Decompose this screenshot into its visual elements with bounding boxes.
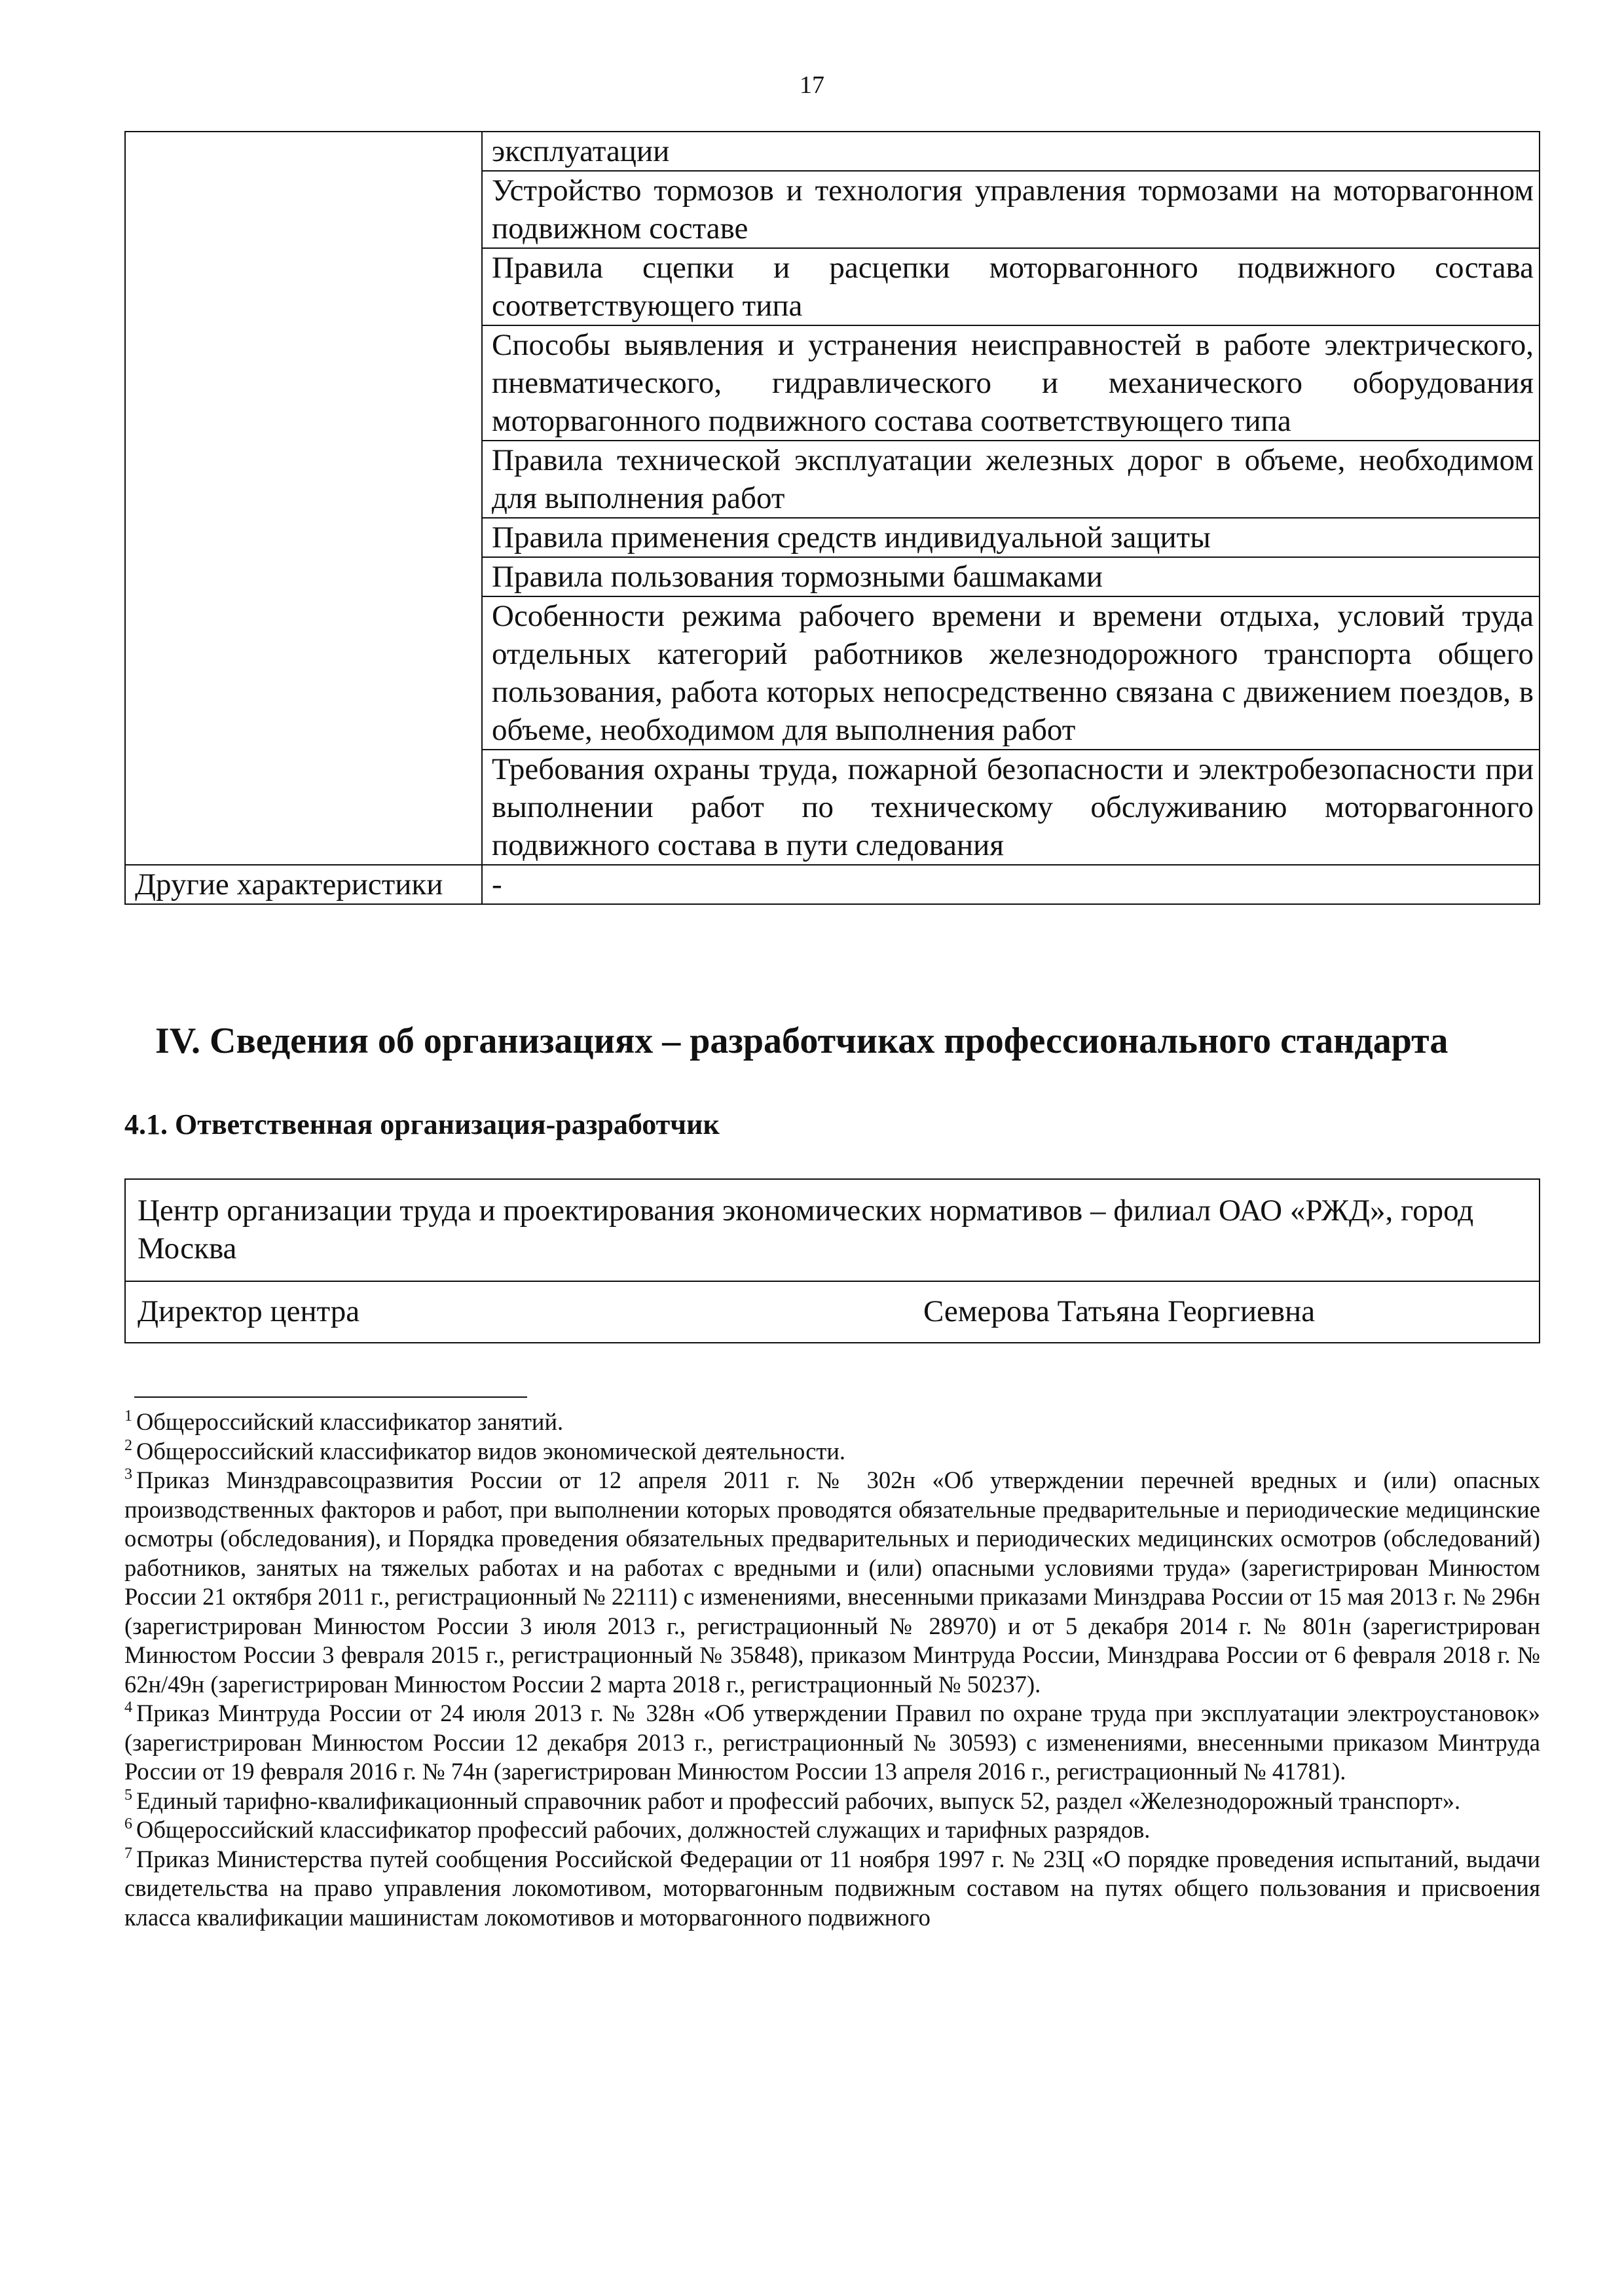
requirement-cell: Устройство тормозов и технология управления тормозами на моторвагонном подвижном составе	[482, 171, 1540, 248]
organization-name: Центр организации труда и проектирования экономических нормативов – филиал ОАО «РЖД», город Москва	[138, 1194, 1474, 1266]
footnote-text: Приказ Минздравсоцразвития России от 12 апреля 2011 г. № 302н «Об утверждении перечней вредных и (или) опасных производственных факторов и работ, при выполнении которых проводятся обязательные предварительные и периодические медицинские осмотры (обследования), и Порядка проведения обязательных предварительных и периодических медицинских осмотров (обследований) работников, занятых на тяжелых работах и на работах с вредными и (или) опасными условиями труда» (зарегистрирован Минюстом России 21 октября 2011 г., регистрационный № 22111) с изменениями, внесенными приказами Минздрава России от 15 мая 2013 г. № 296н (зарегистрирован Минюстом России 3 июля 2013 г., регистрационный № 28970) и от 5 декабря 2014 г. № 801н (зарегистрирован Минюстом России 3 февраля 2015 г., регистрационный № 35848), приказом Минтруда России, Минздрава России от 6 февраля 2018 г. № 62н/49н (зарегистрирован Минюстом России 2 марта 2018 г., регистрационный № 50237).	[124, 1467, 1540, 1698]
footnote-number: 1	[124, 1408, 132, 1425]
footnote-number: 4	[124, 1699, 132, 1716]
other-characteristics-label: Другие характеристики	[125, 865, 482, 904]
footnote-text: Общероссийский классификатор занятий.	[136, 1408, 564, 1435]
footnote	[124, 1408, 1540, 1437]
director-name: Семерова Татьяна Георгиевна	[923, 1294, 1316, 1328]
footnote-text: Приказ Минтруда России от 24 июля 2013 г. № 328н «Об утверждении Правил по охране труда при эксплуатации электроустановок» (зарегистрирован Минюстом России 12 декабря 2013 г., регистрационный № 30593) с изменениями, внесенными приказом Минтруда России от 19 февраля 2016 г. № 74н (зарегистрирован Минюстом России 13 апреля 2016 г., регистрационный № 41781).	[124, 1700, 1540, 1785]
empty-label-cell	[125, 132, 482, 865]
other-characteristics-value: -	[482, 865, 1540, 904]
footnote-number: 3	[124, 1466, 132, 1483]
organization-box	[124, 1178, 1540, 1343]
divider	[126, 1281, 1539, 1282]
requirement-cell: Правила технической эксплуатации железных дорог в объеме, необходимом для выполнения работ	[482, 441, 1540, 518]
footnote	[124, 1466, 1540, 1699]
footnote-number: 2	[124, 1436, 132, 1454]
requirement-cell: Правила сцепки и расцепки моторвагонного подвижного состава соответствующего типа	[482, 248, 1540, 325]
table-row	[125, 132, 1540, 171]
footnote-number: 5	[124, 1786, 132, 1804]
requirement-cell: Правила пользования тормозными башмаками	[482, 557, 1540, 596]
table-row-other	[125, 865, 1540, 904]
footnote	[124, 1787, 1540, 1816]
knowledge-table	[124, 131, 1540, 905]
footnote-text: Общероссийский классификатор профессий рабочих, должностей служащих и тарифных разрядов.	[136, 1816, 1151, 1843]
section-title: IV. Сведения об организациях – разработчиках профессионального стандарта	[155, 1021, 1449, 1061]
requirement-cell: Требования охраны труда, пожарной безопасности и электробезопасности при выполнении работ по техническому обслуживанию моторвагонного подвижного состава в пути следования	[482, 750, 1540, 865]
footnote-separator	[134, 1396, 527, 1398]
footnote-text: Единый тарифно-квалификационный справочник работ и профессий рабочих, выпуск 52, раздел «Железнодорожный транспорт».	[136, 1787, 1461, 1814]
footnotes	[124, 1408, 1540, 1932]
footnote	[124, 1437, 1540, 1467]
page-number: 17	[800, 71, 824, 99]
footnote	[124, 1815, 1540, 1845]
footnote-number: 6	[124, 1815, 132, 1832]
requirement-cell: Особенности режима рабочего времени и времени отдыха, условий труда отдельных категорий работников железнодорожного транспорта общего пользования, работа которых непосредственно связана с движением поездов, в объеме, необходимом для выполнения работ	[482, 596, 1540, 750]
requirement-cell: Способы выявления и устранения неисправностей в работе электрического, пневматического, гидравлического и механического оборудования моторвагонного подвижного состава соответствующего типа	[482, 325, 1540, 441]
footnote	[124, 1699, 1540, 1787]
footnote-text: Общероссийский классификатор видов экономической деятельности.	[136, 1437, 846, 1465]
footnote	[124, 1845, 1540, 1933]
footnote-text: Приказ Министерства путей сообщения Российской Федерации от 11 ноября 1997 г. № 23Ц «О порядке проведения испытаний, выдачи свидетельства на право управления локомотивом, моторвагонным подвижным составом на путях общего пользования и присвоения класса квалификации машинистам локомотивов и моторвагонного подвижного	[124, 1845, 1540, 1931]
requirement-cell: эксплуатации	[482, 132, 1540, 171]
footnote-number: 7	[124, 1844, 132, 1862]
director-title: Директор центра	[138, 1294, 360, 1328]
requirement-cell: Правила применения средств индивидуальной защиты	[482, 518, 1540, 557]
subsection-title: 4.1. Ответственная организация-разработчик	[124, 1108, 720, 1140]
